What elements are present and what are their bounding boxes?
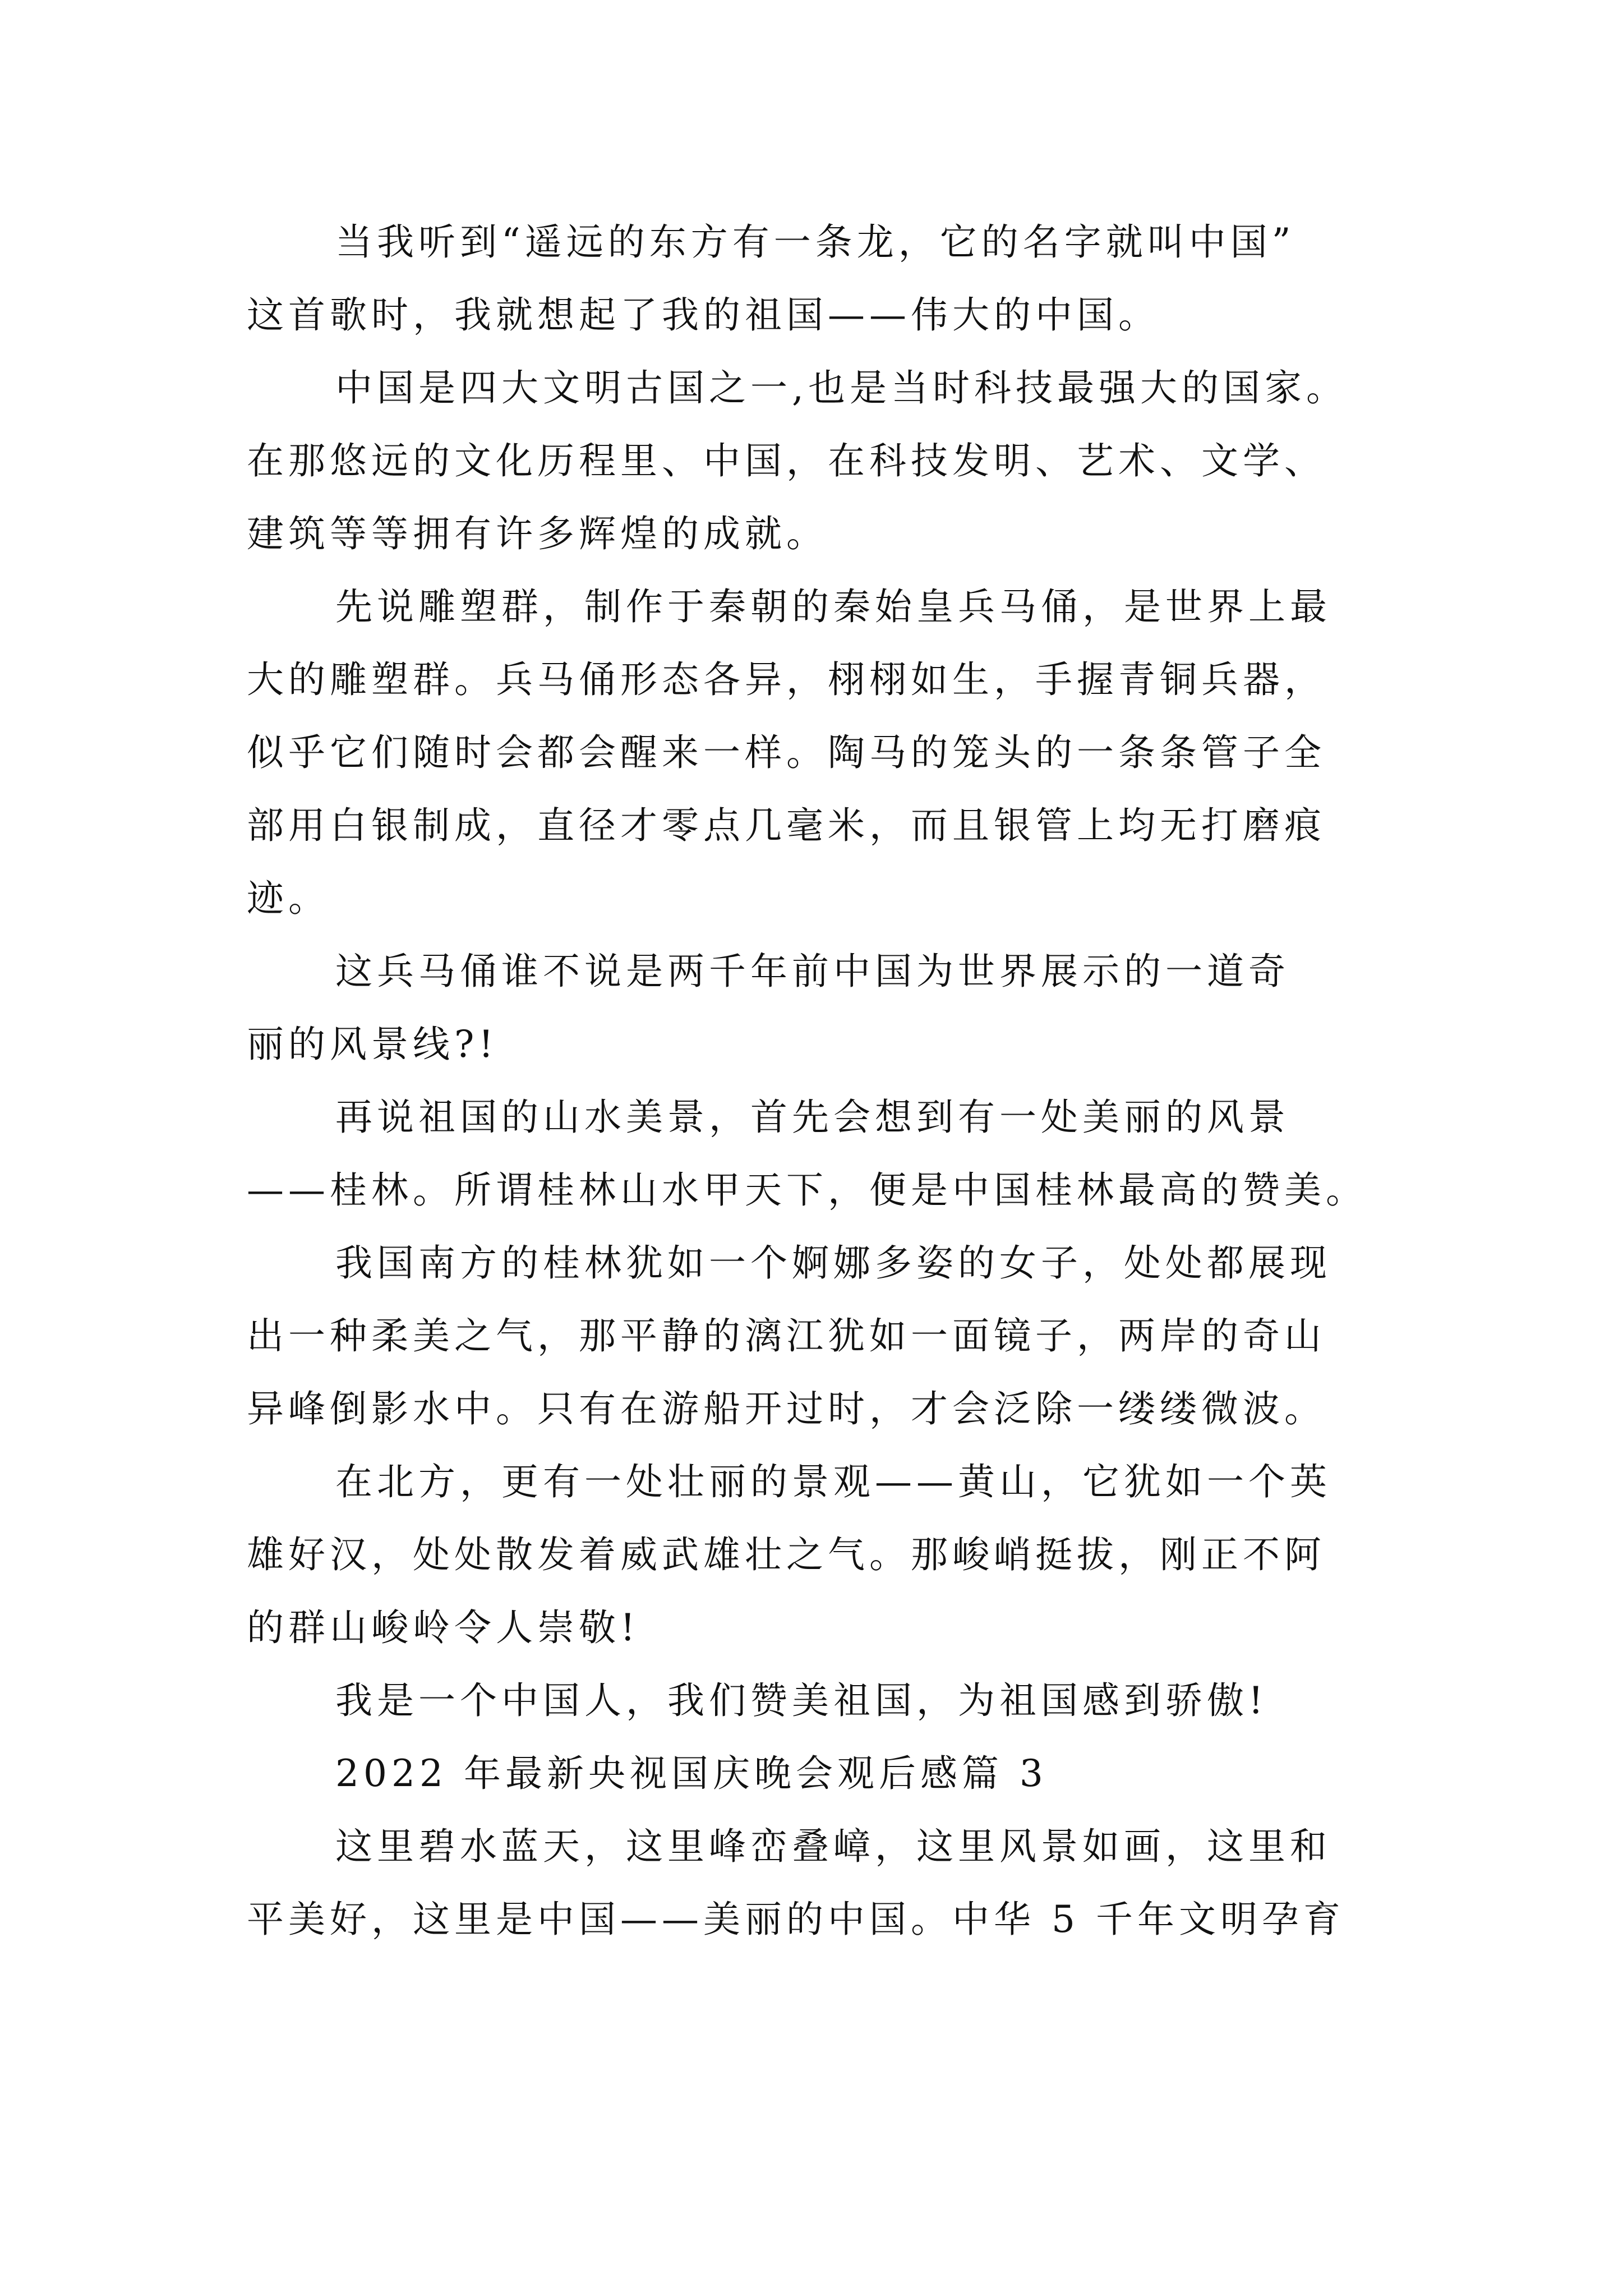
paragraph-1-line-1: 当我听到“遥远的东方有一条龙，它的名字就叫中国”: [335, 220, 1295, 264]
paragraph-4-line-1: 这兵马俑谁不说是两千年前中国为世界展示的一道奇: [335, 950, 1290, 993]
paragraph-2-line-2: 在那悠远的文化历程里、中国，在科技发明、艺术、文学、: [247, 439, 1326, 482]
paragraph-3-line-5: 迹。: [247, 877, 330, 920]
paragraph-6-line-2: 出一种柔美之气，那平静的漓江犹如一面镜子，两岸的奇山: [247, 1314, 1326, 1358]
paragraph-6-line-3: 异峰倒影水中。只有在游船开过时，才会泛除一缕缕微波。: [247, 1387, 1326, 1430]
paragraph-3-line-1: 先说雕塑群，制作于秦朝的秦始皇兵马俑，是世界上最: [335, 585, 1331, 628]
paragraph-7-line-2: 雄好汉，处处散发着威武雄壮之气。那峻峭挺拔，刚正不阿: [247, 1533, 1326, 1576]
paragraph-5-line-1: 再说祖国的山水美景，首先会想到有一处美丽的风景: [335, 1096, 1290, 1139]
section-heading: 2022 年最新央视国庆晚会观后感篇 3: [335, 1752, 1048, 1795]
paragraph-4-line-2: 丽的风景线?!: [247, 1023, 498, 1066]
paragraph-7-line-3: 的群山峻岭令人崇敬!: [247, 1606, 640, 1649]
paragraph-2-line-1: 中国是四大文明古国之一,也是当时科技最强大的国家。: [335, 366, 1348, 409]
paragraph-8-line-1: 我是一个中国人，我们赞美祖国，为祖国感到骄傲!: [335, 1679, 1268, 1722]
paragraph-5-line-2: ——桂林。所谓桂林山水甲天下，便是中国桂林最高的赞美。: [247, 1168, 1367, 1212]
paragraph-6-line-1: 我国南方的桂林犹如一个婀娜多姿的女子，处处都展现: [335, 1241, 1331, 1285]
paragraph-1-line-2: 这首歌时，我就想起了我的祖国——伟大的中国。: [247, 293, 1160, 337]
paragraph-2-line-3: 建筑等等拥有许多辉煌的成就。: [247, 512, 828, 555]
paragraph-3-line-2: 大的雕塑群。兵马俑形态各异，栩栩如生，手握青铜兵器，: [247, 658, 1326, 701]
paragraph-9-line-2: 平美好，这里是中国——美丽的中国。中华 5 千年文明孕育: [247, 1898, 1345, 1941]
paragraph-7-line-1: 在北方，更有一处壮丽的景观——黄山，它犹如一个英: [335, 1460, 1331, 1503]
paragraph-3-line-3: 似乎它们随时会都会醒来一样。陶马的笼头的一条条管子全: [247, 731, 1326, 774]
paragraph-9-line-1: 这里碧水蓝天，这里峰峦叠嶂，这里风景如画，这里和: [335, 1825, 1331, 1868]
paragraph-3-line-4: 部用白银制成，直径才零点几毫米，而且银管上均无打磨痕: [247, 804, 1326, 847]
